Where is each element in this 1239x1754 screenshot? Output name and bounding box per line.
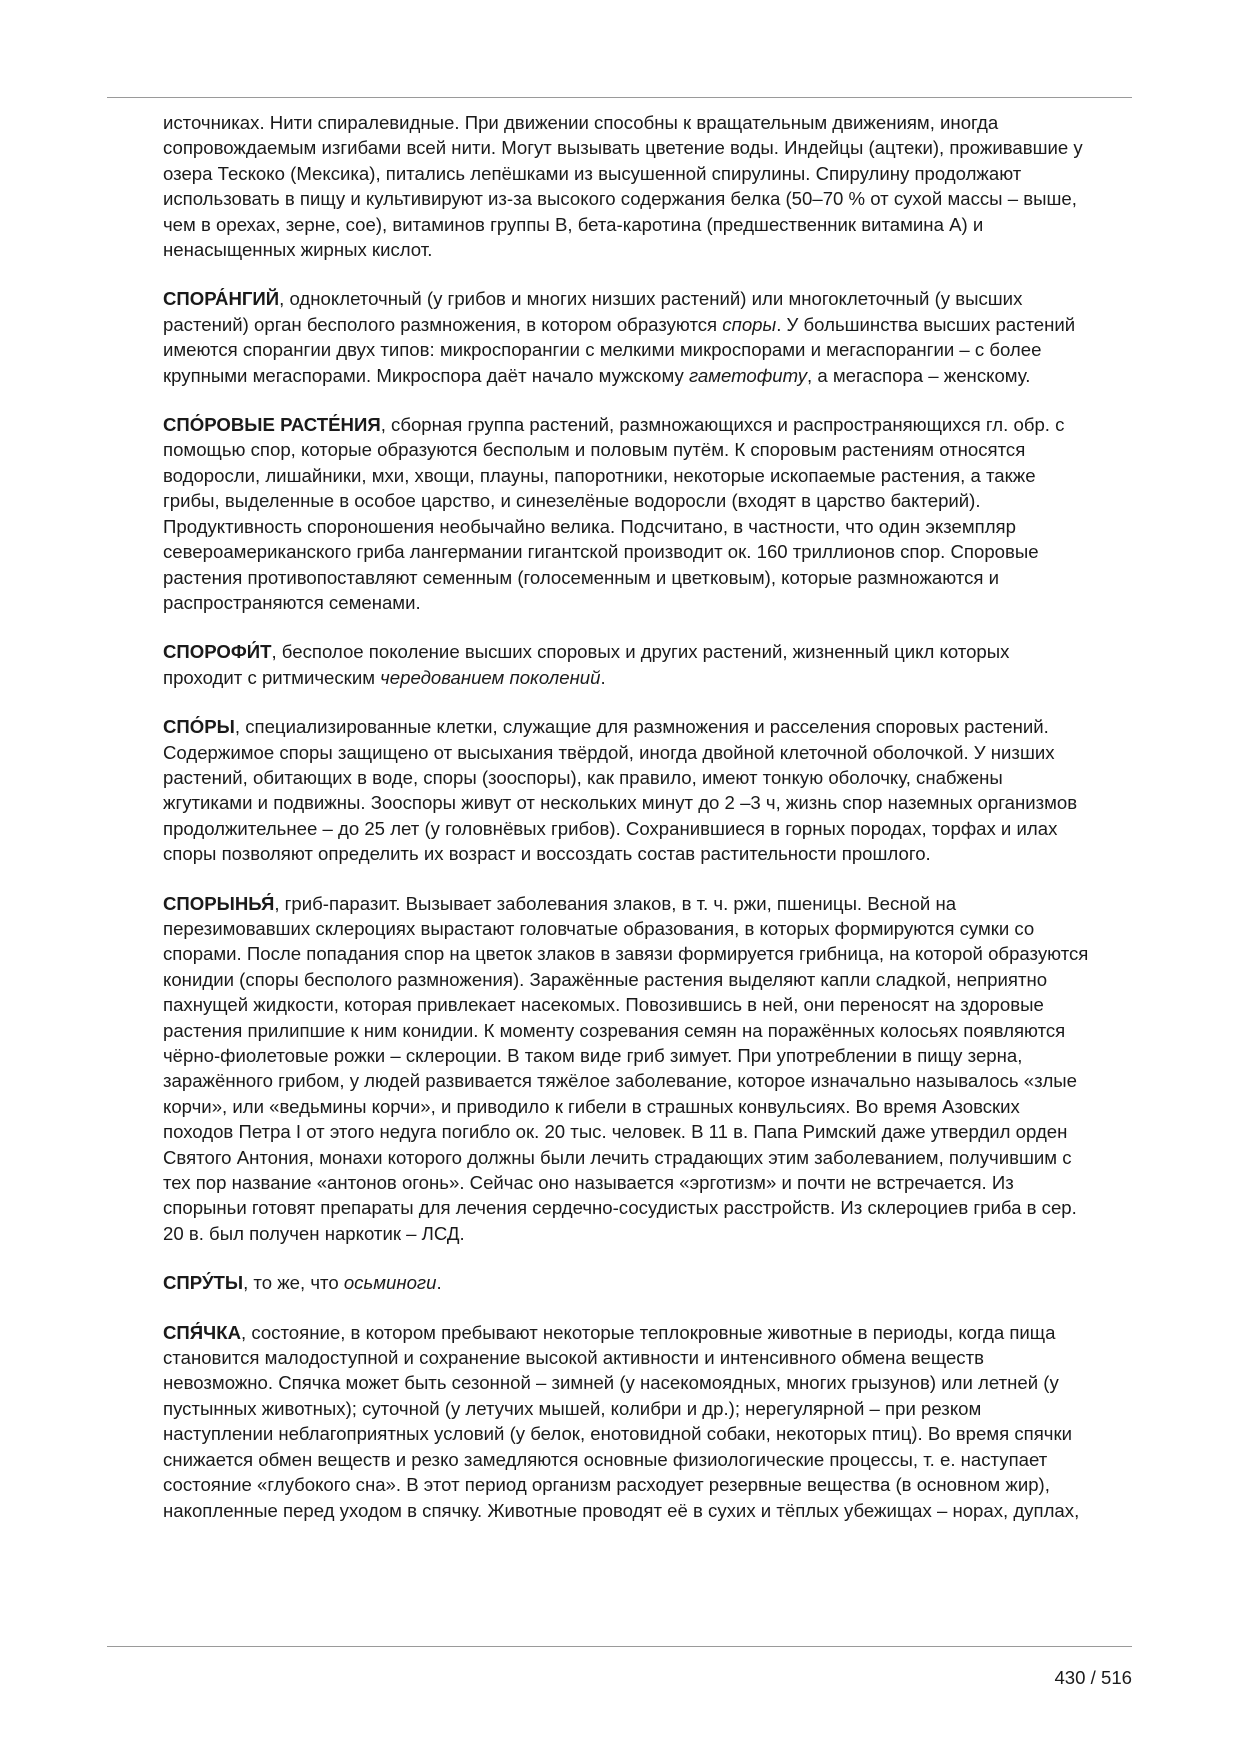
entry-spyachka	[163, 1320, 1093, 1523]
entry-sporynya	[163, 891, 1093, 1247]
entry-term: СПОРЫНЬЯ́	[163, 892, 275, 914]
document-body	[163, 110, 1093, 1547]
entry-text: .	[600, 666, 606, 688]
header-rule	[107, 97, 1132, 98]
entry-spory	[163, 714, 1093, 866]
entry-text: , то же, что	[243, 1272, 344, 1294]
page-number: 430 / 516	[1054, 1667, 1132, 1688]
entry-text: , гриб-паразит. Вызывает заболевания злаков, в т. ч. ржи, пшеницы. Весной на перезимовавших склероциях вырастают головчатые образования, в которых формируются сумки со спорами. После попадания спор на цветок злаков в завязи формируется грибница, на которой образуются конидии (споры бесполого размножения). Заражённые растения выделяют капли сладкой, неприятно пахнущей жидкости, которая привлекает насекомых. Повозившись в ней, они переносят на здоровые растения прилипшие к ним конидии. К моменту созревания семян на поражённых колосьях появляются чёрно-фиолетовые рожки – склероции. В таком виде гриб зимует. При употреблении в пищу зерна, заражённого грибом, у людей развивается тяжёлое заболевание, которое изначально называлось «злые корчи», или «ведьмины корчи», и приводило к гибели в страшных конвульсиях. Во время Азовских походов Петра I от этого недуга погибло ок. 20 тыс. человек. В 11 в. Папа Римский даже утвердил орден Святого Антония, монахи которого должны были лечить страдающих этим заболеванием, получившим с тех пор название «антонов огонь». Сейчас оно называется «эрготизм» и почти не встречается. Из спорыньи готовят препараты для лечения сердечно-сосудистых расстройств. Из склероциев гриба в сер. 20 в. был получен наркотик – ЛСД.	[163, 892, 1089, 1244]
entry-term: СПРУ́ТЫ	[163, 1272, 244, 1294]
footer-rule	[107, 1646, 1132, 1647]
entry-text: , сборная группа растений, размножающихся и распространяющихся гл. обр. с помощью спор, которые образуются бесполым и половым путём. К споровым растениям относятся водоросли, лишайники, мхи, хвощи, плауны, папоротники, некоторые ископаемые растения, а также грибы, выделенные в особое царство, и синезелёные водоросли (входят в царство бактерий). Продуктивность спороношения необычайно велика. Подсчитано, в частности, что один экземпляр североамериканского гриба лангермании гигантской производит ок. 160 триллионов спор. Споровые растения противопоставляют семенным (голосеменным и цветковым), которые размножаются и распространяются семенами.	[163, 414, 1065, 613]
entry-text: , одноклеточный (у грибов и многих низших растений) или многоклеточный (у высших растений) орган бесполого размножения, в котором образуются	[163, 288, 1023, 335]
cross-reference-link: споры	[722, 313, 777, 335]
entry-text: , состояние, в котором пребывают некоторые теплокровные животные в периоды, когда пища становится малодоступной и сохранение высокой активности и интенсивного обмена веществ невозможно. Спячка может быть сезонной – зимней (у насекомоядных, многих грызунов) или летней (у пустынных животных); суточной (у летучих мышей, колибри и др.); нерегулярной – при резком наступлении неблагоприятных условий (у белок, енотовидной собаки, некоторых птиц). Во время спячки снижается обмен веществ и резко замедляются основные физиологические процессы, т. е. наступает состояние «глубокого сна». В этот период организм расходует резервные вещества (в основном жир), накопленные перед уходом в спячку. Животные проводят её в сухих и тёплых убежищах – норах, дуплах,	[163, 1321, 1080, 1521]
entry-sporofit	[163, 639, 1093, 690]
entry-term: СПО́РОВЫЕ РАСТЕ́НИЯ	[163, 414, 381, 436]
entry-text: .	[436, 1272, 442, 1294]
entry-text: , бесполое поколение высших споровых и других растений, жизненный цикл которых проходит с ритмическим	[163, 641, 1010, 688]
cross-reference-link: чередованием поколений	[380, 666, 601, 688]
entry-text: , специализированные клетки, служащие для размножения и расселения споровых растений. Содержимое споры защищено от высыхания твёрдой, иногда двойной клеточной оболочкой. У низших растений, обитающих в воде, споры (зооспоры), как правило, имеют тонкую оболочку, снабжены жгутиками и подвижны. Зооспоры живут от нескольких минут до 2 –3 ч, жизнь спор наземных организмов продолжительнее – до 25 лет (у головнёвых грибов). Сохранившиеся в горных породах, торфах и илах споры позволяют определить их возраст и воссоздать состав растительности прошлого.	[163, 716, 1078, 865]
cut-off-previous-line	[163, 90, 1063, 96]
entry-term: СПОРОФИ́Т	[163, 641, 272, 663]
cross-reference-link: осьминоги	[343, 1272, 437, 1294]
entry-term: СПО́РЫ	[163, 716, 235, 738]
entry-spruty	[163, 1270, 1093, 1295]
entry-sporovye-rasteniya	[163, 412, 1093, 615]
cross-reference-link: гаметофиту	[688, 364, 808, 386]
entry-text: источниках. Нити спиралевидные. При движении способны к вращательным движениям, иногда сопровождаемым изгибами всей нити. Могут вызывать цветение воды. Индейцы (ацтеки), проживавшие у озера Тескоко (Мексика), питались лепёшками из высушенной спирулины. Спирулину продолжают использовать в пищу и культивируют из-за высокого содержания белка (50–70 % от сухой массы – выше, чем в орехах, зерне, сое), витаминов группы В, бета-каротина (предшественник витамина А) и ненасыщенных жирных кислот.	[163, 112, 1083, 261]
entry-spirulina-continued	[163, 110, 1093, 262]
entry-term: СПОРА́НГИЙ	[163, 288, 280, 310]
entry-sporangiy	[163, 286, 1093, 388]
entry-text: , а мегаспора – женскому.	[807, 364, 1031, 386]
entry-text: . У большинства высших растений имеются спорангии двух типов: микроспорангии с мелкими микроспорами и мегаспорангии – с более крупными мегаспорами. Микроспора даёт начало мужскому	[163, 313, 1076, 386]
entry-term: СПЯ́ЧКА	[163, 1321, 241, 1343]
